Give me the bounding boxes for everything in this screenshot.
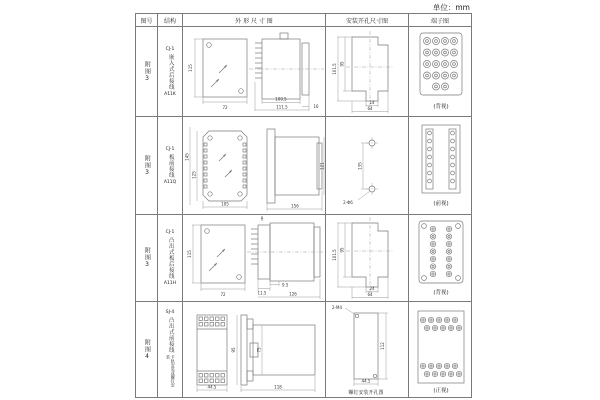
dim-label: 72: [222, 105, 228, 110]
dim-label: 115: [187, 250, 192, 258]
dim-label: 72: [220, 292, 226, 297]
unit-label: 单位：mm: [432, 3, 470, 12]
figure-label: 附图3: [143, 247, 151, 269]
terminal-drawing-row2: [410, 117, 471, 214]
dim-label: 95: [339, 61, 345, 67]
figure-cell-row4: [136, 302, 158, 397]
structure-model: CJ-1: [165, 146, 175, 152]
structure-model: CJ-1: [165, 230, 175, 235]
outline-drawing-row4: [183, 303, 325, 397]
figure-label: 附图3: [143, 60, 151, 83]
dim-label: 75: [256, 346, 262, 353]
dim-label: 2-Φ6: [343, 200, 353, 205]
mounting-cell-row4: [326, 302, 409, 397]
dim-label: 115: [188, 64, 193, 72]
dim-label: 156: [291, 203, 299, 209]
terminal-cell-row3: [409, 215, 471, 302]
mounting-cell-row1: [326, 27, 409, 117]
col-header-terminal: 端子图: [409, 14, 471, 27]
dim-label: 125: [191, 171, 197, 179]
outline-drawing-row3: [183, 215, 325, 301]
structure-cell-row2: [158, 117, 183, 215]
terminal-cell-row2: [409, 117, 471, 215]
structure-text: 凸出式前接线: [167, 317, 174, 353]
col-header-outline: 外 形 尺 寸 图: [183, 14, 326, 27]
dim-label: 44.5: [207, 384, 217, 389]
figure-cell-row2: [136, 117, 158, 215]
mounting-drawing-row1: [326, 27, 408, 116]
mounting-caption: 螺钉安装开孔图: [348, 389, 384, 396]
col-header-mounting: 安装开孔尺寸图: [326, 14, 409, 27]
dim-label: 95: [339, 247, 345, 253]
dim-label: 24: [369, 286, 375, 291]
structure-code: A11Q: [163, 179, 177, 185]
dim-label: 2-M4: [332, 304, 342, 310]
structure-text: 嵌入式后接线: [167, 53, 174, 90]
dim-label: 44.5: [361, 378, 371, 383]
terminal-drawing-row4: [410, 303, 471, 397]
structure-cell-row4: [158, 302, 183, 397]
dim-label: 111.5: [276, 104, 288, 110]
dim-label: 16: [313, 104, 319, 109]
structure-model: SJ-4: [165, 310, 175, 315]
structure-model: CJ-1: [165, 46, 175, 52]
structure-note: 卡轨安装或螺钉安装: [166, 355, 176, 387]
outline-cell-row3: [183, 215, 326, 302]
dim-label: 118: [274, 384, 282, 389]
mounting-drawing-row3: [326, 215, 408, 301]
terminal-cell-row4: [409, 302, 471, 397]
structure-cell-row3: [158, 215, 183, 302]
figure-cell-row1: [136, 27, 158, 117]
dim-label: 14: [369, 100, 375, 105]
doc-table: [135, 13, 472, 398]
mounting-drawing-row2: [326, 117, 408, 214]
dim-label: 105: [221, 201, 229, 207]
terminal-caption: (背视): [432, 104, 449, 110]
dim-label: 100.5: [275, 96, 287, 102]
dim-label: 121: [319, 162, 325, 170]
figure-label: 附图3: [143, 154, 151, 177]
dim-label: 95: [231, 346, 236, 353]
terminal-caption: (前视): [432, 201, 449, 207]
figure-label: 附图4: [143, 338, 151, 361]
mounting-drawing-row4: [326, 303, 408, 397]
mounting-cell-row3: [326, 215, 409, 302]
structure-text: 板前接线: [167, 153, 174, 178]
structure-text: 凸出式板后接线: [167, 237, 174, 279]
dim-label: 112: [380, 341, 385, 350]
dim-label: 64: [367, 106, 373, 111]
terminal-caption: (正视): [432, 387, 449, 394]
structure-cell-row1: [158, 27, 183, 117]
dim-label: 101.5: [332, 63, 337, 75]
outline-cell-row4: [183, 302, 326, 397]
col-header-structure: 结构: [158, 14, 183, 27]
dim-label: 11.5: [257, 290, 267, 296]
terminal-caption: (背视): [432, 290, 449, 296]
terminal-cell-row1: [409, 27, 471, 117]
structure-code: A11H: [163, 281, 177, 286]
terminal-drawing-row1: [410, 27, 471, 116]
figure-cell-row3: [136, 215, 158, 302]
mounting-cell-row2: [326, 117, 409, 215]
dim-label: 64: [367, 292, 373, 297]
dim-label: 135: [357, 162, 363, 170]
dim-label: 101.5: [332, 249, 337, 261]
outline-drawing-row2: [183, 117, 325, 214]
dim-label: 9.5: [282, 282, 289, 288]
structure-code: A11K: [164, 91, 176, 97]
terminal-drawing-row3: [410, 215, 471, 301]
dim-label: 145: [184, 153, 190, 161]
outline-drawing-row1: [183, 27, 325, 116]
dim-label: 126: [289, 291, 297, 297]
outline-cell-row1: [183, 27, 326, 117]
outline-cell-row2: [183, 117, 326, 215]
col-header-figure: 图号: [136, 14, 158, 27]
